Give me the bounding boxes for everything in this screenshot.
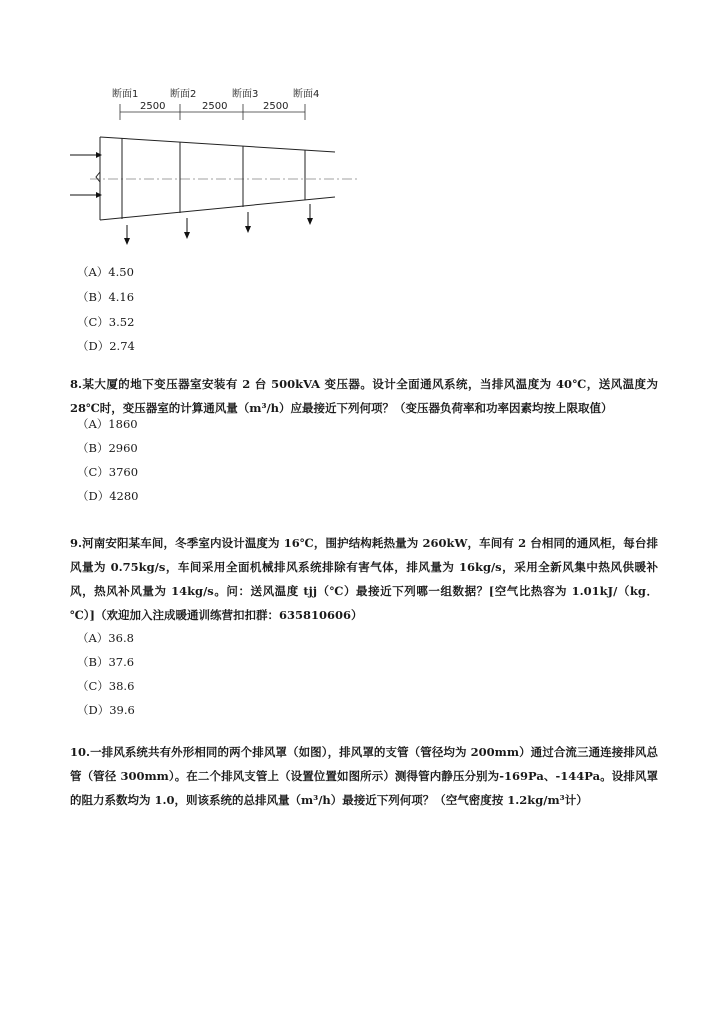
section-label-4: 断面4 (293, 89, 320, 100)
q9-option-d: （D）39.6 (77, 703, 135, 717)
q8-option-d: （D）4280 (77, 489, 139, 503)
outlet-arrow-3-head (245, 226, 251, 233)
q7-option-b: （B）4.16 (77, 290, 135, 304)
duct-diagram (60, 82, 370, 252)
inlet-arrow-bottom-head (96, 192, 102, 198)
q9-option-a: （A）36.8 (77, 631, 134, 645)
section-label-3: 断面3 (232, 89, 259, 100)
outlet-arrow-1-head (124, 238, 130, 245)
q8-option-b: （B）2960 (77, 441, 138, 455)
q8-option-a: （A）1860 (77, 417, 138, 431)
q10-question-text: 10.一排风系统共有外形相同的两个排风罩（如图），排风罩的支管（管径均为 200mm）通过合流三通连接排风总管（管径 300mm）。在二个排风支管上（设置位置如图所示）测得管内静压分别为-169Pa、-144Pa。设排风罩的阻力系数均为 1.0，则该系统的总排风量（m³/h）最接近下列何项？（空气密度按 1.2kg/m³计） (70, 745, 658, 807)
section-label-2: 断面2 (170, 89, 197, 100)
duct-bottom-wall (100, 197, 335, 220)
q8-question-text: 8.某大厦的地下变压器室安装有 2 台 500kVA 变压器。设计全面通风系统，当排风温度为 40℃，送风温度为 28℃时，变压器室的计算通风量（m³/h）应最接近下列何项？（变压器负荷率和功率因素均按上限取值） (70, 377, 658, 415)
duct-break-mark (96, 172, 100, 182)
spacing-label-1: 2500 (140, 101, 166, 112)
q7-option-c: （C）3.52 (77, 315, 135, 329)
q9-option-b: （B）37.6 (77, 655, 135, 669)
inlet-arrow-top-head (96, 152, 102, 158)
q8-option-c: （C）3760 (77, 465, 139, 479)
duct-top-wall (100, 137, 335, 152)
outlet-arrow-2-head (184, 232, 190, 239)
spacing-label-2: 2500 (202, 101, 228, 112)
q9-option-c: （C）38.6 (77, 679, 135, 693)
q7-option-a: （A）4.50 (77, 265, 134, 279)
section-label-1: 断面1 (112, 89, 139, 100)
duct-diagram-svg (60, 82, 370, 252)
q9-question-text: 9.河南安阳某车间，冬季室内设计温度为 16℃，围护结构耗热量为 260kW，车间有 2 台相同的通风柜，每台排风量为 0.75kg/s，车间采用全面机械排风系统排除有害气体，排风量为 16kg/s，采用全新风集中热风供暖补风，热风补风量为 14kg/s。问：送风温度 tjj（℃）最接近下列哪一组数据？[空气比热容为 1.01kJ/（kg．℃）]（欢迎加入注成暖通训练营扣扣群：635810606） (70, 536, 658, 622)
spacing-label-3: 2500 (263, 101, 289, 112)
outlet-arrow-4-head (307, 218, 313, 225)
q7-option-d: （D）2.74 (77, 339, 135, 353)
